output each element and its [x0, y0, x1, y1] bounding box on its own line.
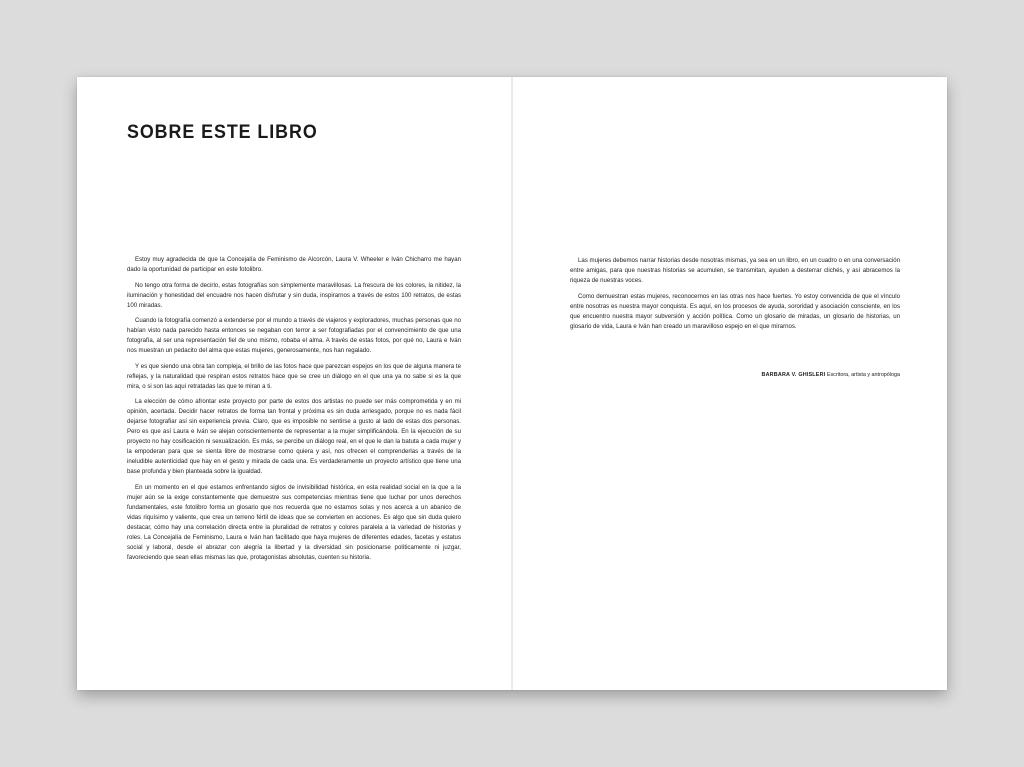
right-page: [513, 77, 947, 690]
author-role: Escritora, artista y antropóloga: [826, 372, 900, 378]
paragraph: En un momento en el que estamos enfrentando siglos de invisibilidad histórica, en esta realidad social en la que a la mujer aún se la exige constantemente que demuestre sus competencias mientras tiene que luchar por unos derechos fundamentales, este fotolibro forma un glosario que nos recuerda que no estamos solas y nos acerca a un abanico de vidas riquísimo y valiente, que crea un terreno fértil de ideas que se convierten en acciones. Es algo que sin duda quiero destacar, cómo hay una correlación directa entre la pluralidad de retratos y colores paralela a la variedad de historias y roles. La Concejalía de Feminismo, Laura e Iván han facilitado que haya mujeres de diferentes edades, facetas y estatus social y laboral, desde el abrazar con alegría la libertad y la diversidad sin posicionarse políticamente ni juzgar, favoreciendo que sean ellas mismas las que, protagonistas absolutas, cuenten su historia.: [127, 483, 461, 561]
paragraph: No tengo otra forma de decirlo, estas fotografías son simplemente maravillosas. La frescura de los colores, la nitidez, la iluminación y honestidad del encuadre nos hacen disfrutar y sin duda, inspirarnos a través de estos 100 retratos, de estas 100 miradas.: [127, 281, 461, 309]
left-page: [77, 77, 511, 690]
paragraph: La elección de cómo afrontar este proyecto por parte de estos dos artistas no puede ser más comprometida y en mi opinión, acertada. Decidir hacer retratos de forma tan frontal y próxima es sin duda arriesgado, porque no es nada fácil dejarse fotografiar así sin experiencia previa. Claro, que es imposible no sentirse a gusto al lado de estas dos personas. Pero es que así Laura e Iván se alejan conscientemente de representar a la mujer simplificándola. En la ejecución de su proyecto no hay cosificación ni sexualización. Es más, se percibe un diálogo real, en el que le dan la batuta a cada mujer y la empoderan para que se sienta libre de mostrarse como quiera y así, nos ofrecen el comprenderlas a través de la ineludible autenticidad que hay en el gesto y mirada de cada una. Es verdaderamente un proyecto artístico que tiene una base profunda y bien planteada sobre la igualdad.: [127, 398, 461, 475]
author-signature: [761, 372, 900, 378]
left-body-text: [127, 255, 461, 568]
paragraph: Como demuestran estas mujeres, reconocernos en las otras nos hace fuertes. Yo estoy convencida de que el vínculo entre nosotras es nuestra mayor conquista. Es aquí, en los procesos de ayuda, sororidad y asociación consciente, en los que encuentro nuestra mayor subversión y acción política. Como un glosario de miradas, un glosario de historias, un glosario de vida, Laura e Iván han creado un maravilloso espejo en el que mirarnos.: [570, 292, 900, 330]
paragraph: Las mujeres debemos narrar historias desde nosotras mismas, ya sea en un libro, en un cuadro o en una conversación entre amigas, para que nuestras historias se acumulen, se transmitan, ayuden a desterrar clichés, y así abracemos la riqueza de nuestras voces.: [570, 257, 900, 284]
paragraph: Estoy muy agradecida de que la Concejalía de Feminismo de Alcorcón, Laura V. Wheeler e Iván Chicharro me hayan dado la oportunidad de participar en este fotolibro.: [127, 256, 461, 273]
paragraph: Cuando la fotografía comenzó a extenderse por el mundo a través de viajeros y exploradores, muchas personas que no habían visto nada parecido hasta entonces se negaban con terror a ser fotografiadas por el convencimiento de que una fotografía, al ser una representación fiel de uno mismo, robaba el alma. A través de estas fotos, por qué no, Laura e Iván nos muestran un pedacito del alma que estas mujeres, generosamente, nos han regalado.: [127, 317, 461, 354]
author-name: BARBARA V. GHISLERI: [761, 372, 826, 378]
paragraph: Y es que siendo una obra tan compleja, el brillo de las fotos hace que parezcan espejos en los que de alguna manera te reflejas, y la naturalidad que respiran estos retratos hace que se cree un diálogo en el que una ya no sabe si es la que mira, o si son las aquí retratadas las que te miran a ti.: [127, 362, 461, 390]
page-title: SOBRE ESTE LIBRO: [127, 122, 318, 143]
right-body-text: [570, 256, 900, 337]
book-spread: [77, 77, 947, 690]
